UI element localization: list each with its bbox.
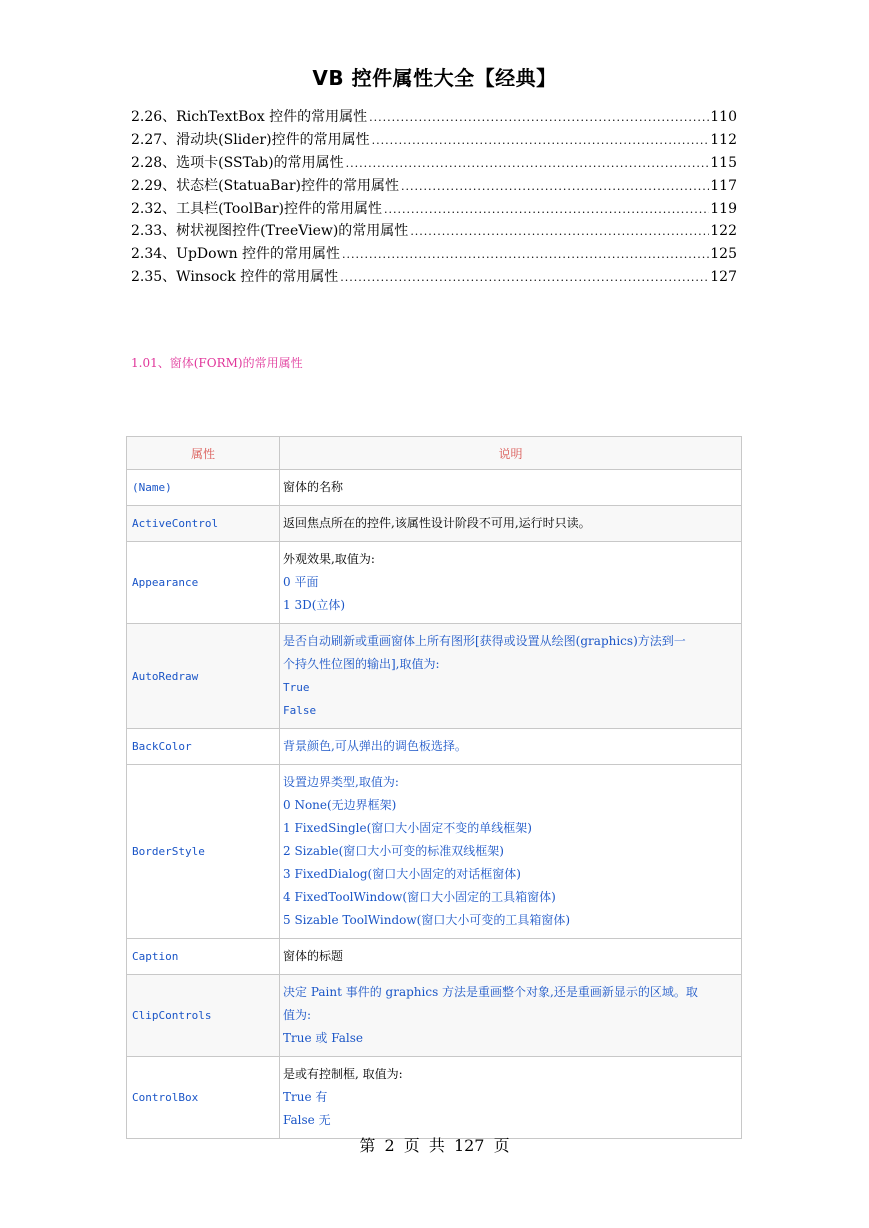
property-name: ClipControls bbox=[127, 975, 280, 1057]
toc-entry[interactable] bbox=[131, 106, 737, 129]
toc-entry-label: 2.28、选项卡(SSTab)的常用属性 bbox=[131, 154, 344, 171]
toc-leader-dots bbox=[346, 157, 710, 170]
header-property: 属性 bbox=[127, 437, 280, 470]
toc-leader-dots bbox=[369, 111, 709, 124]
table-row bbox=[127, 1057, 742, 1139]
toc-entry-page: 115 bbox=[710, 154, 737, 171]
property-name: BackColor bbox=[127, 729, 280, 765]
toc-entry[interactable] bbox=[131, 129, 737, 152]
toc-entry-page: 122 bbox=[710, 223, 737, 240]
toc-entry-label: 2.35、Winsock 控件的常用属性 bbox=[131, 269, 339, 286]
header-description: 说明 bbox=[280, 437, 742, 470]
toc-entry-label: 2.27、滑动块(Slider)控件的常用属性 bbox=[131, 131, 370, 148]
toc-entry[interactable] bbox=[131, 152, 737, 175]
toc-entry-label: 2.34、UpDown 控件的常用属性 bbox=[131, 246, 341, 263]
description-line: 1 FixedSingle(窗口大小固定不变的单线框架) bbox=[283, 821, 532, 835]
property-name: (Name) bbox=[127, 470, 280, 506]
description-line: 值为: bbox=[283, 1008, 312, 1022]
toc-entry-page: 125 bbox=[710, 246, 737, 263]
description-line: True bbox=[283, 681, 310, 694]
toc-entry-page: 110 bbox=[710, 109, 737, 125]
toc-entry[interactable] bbox=[131, 175, 737, 198]
description-line: 个持久性位图的输出],取值为: bbox=[283, 657, 440, 671]
property-description bbox=[280, 506, 742, 542]
description-line: 4 FixedToolWindow(窗口大小固定的工具箱窗体) bbox=[283, 890, 556, 904]
property-description bbox=[280, 975, 742, 1057]
table-row bbox=[127, 506, 742, 542]
toc-entry-page: 112 bbox=[710, 131, 737, 148]
property-description bbox=[280, 765, 742, 939]
table-row bbox=[127, 975, 742, 1057]
property-description bbox=[280, 624, 742, 729]
table-row bbox=[127, 765, 742, 939]
toc-entry-page: 117 bbox=[710, 177, 737, 194]
toc-leader-dots bbox=[401, 180, 709, 193]
description-line: 决定 Paint 事件的 graphics 方法是重画整个对象,还是重画新显示的区域。取 bbox=[283, 985, 698, 999]
description-line: 是否自动刷新或重画窗体上所有图形[获得或设置从绘图(graphics)方法到一 bbox=[283, 634, 686, 648]
description-line: True 有 bbox=[283, 1090, 328, 1104]
description-line: False 无 bbox=[283, 1113, 331, 1127]
property-description bbox=[280, 542, 742, 624]
toc-entry-label: 2.26、RichTextBox 控件的常用属性 bbox=[131, 109, 368, 125]
description-line: 0 None(无边界框架) bbox=[283, 798, 397, 812]
property-name: Appearance bbox=[127, 542, 280, 624]
property-description bbox=[280, 939, 742, 975]
page-footer: 第 2 页 共 127 页 bbox=[359, 1136, 510, 1155]
page-title: VB 控件属性大全【经典】 bbox=[312, 66, 557, 90]
toc-entry[interactable] bbox=[131, 266, 737, 289]
description-line: 窗体的名称 bbox=[283, 480, 344, 494]
table-row bbox=[127, 542, 742, 624]
section-heading: 1.01、窗体(FORM)的常用属性 bbox=[131, 356, 303, 370]
description-line: 2 Sizable(窗口大小可变的标准双线框架) bbox=[283, 844, 504, 858]
property-name: ControlBox bbox=[127, 1057, 280, 1139]
toc-entry[interactable] bbox=[131, 198, 737, 221]
table-row bbox=[127, 470, 742, 506]
properties-table bbox=[126, 436, 742, 1139]
description-line: 1 3D(立体) bbox=[283, 598, 346, 612]
description-line: 3 FixedDialog(窗口大小固定的对话框窗体) bbox=[283, 867, 521, 881]
description-line: 5 Sizable ToolWindow(窗口大小可变的工具箱窗体) bbox=[283, 913, 571, 927]
toc-entry-page: 119 bbox=[710, 200, 737, 217]
toc-entry-label: 2.29、状态栏(StatuaBar)控件的常用属性 bbox=[131, 177, 399, 194]
description-line: 返回焦点所在的控件,该属性设计阶段不可用,运行时只读。 bbox=[283, 516, 591, 530]
property-description bbox=[280, 729, 742, 765]
description-line: 窗体的标题 bbox=[283, 949, 344, 963]
description-line: 背景颜色,可从弹出的调色板选择。 bbox=[283, 739, 467, 753]
toc-entry[interactable] bbox=[131, 243, 737, 266]
table-row bbox=[127, 624, 742, 729]
toc-entry-label: 2.33、树状视图控件(TreeView)的常用属性 bbox=[131, 223, 409, 240]
property-description bbox=[280, 470, 742, 506]
description-line: 0 平面 bbox=[283, 575, 319, 589]
toc-entry-page: 127 bbox=[710, 269, 737, 286]
toc-leader-dots bbox=[384, 203, 709, 216]
toc-leader-dots bbox=[372, 134, 710, 147]
description-line: False bbox=[283, 704, 317, 717]
table-of-contents bbox=[131, 106, 737, 289]
property-name: ActiveControl bbox=[127, 506, 280, 542]
toc-leader-dots bbox=[340, 271, 709, 284]
table-header-row bbox=[127, 437, 742, 470]
property-description bbox=[280, 1057, 742, 1139]
description-line: 外观效果,取值为: bbox=[283, 552, 375, 566]
toc-leader-dots bbox=[410, 225, 709, 238]
table-row bbox=[127, 729, 742, 765]
toc-entry-label: 2.32、工具栏(ToolBar)控件的常用属性 bbox=[131, 200, 383, 217]
description-line: 是或有控制框, 取值为: bbox=[283, 1067, 403, 1081]
description-line: 设置边界类型,取值为: bbox=[283, 775, 399, 789]
property-name: Caption bbox=[127, 939, 280, 975]
property-name: BorderStyle bbox=[127, 765, 280, 939]
toc-leader-dots bbox=[342, 248, 709, 261]
toc-entry[interactable] bbox=[131, 220, 737, 243]
description-line: True 或 False bbox=[283, 1031, 363, 1045]
table-row bbox=[127, 939, 742, 975]
property-name: AutoRedraw bbox=[127, 624, 280, 729]
